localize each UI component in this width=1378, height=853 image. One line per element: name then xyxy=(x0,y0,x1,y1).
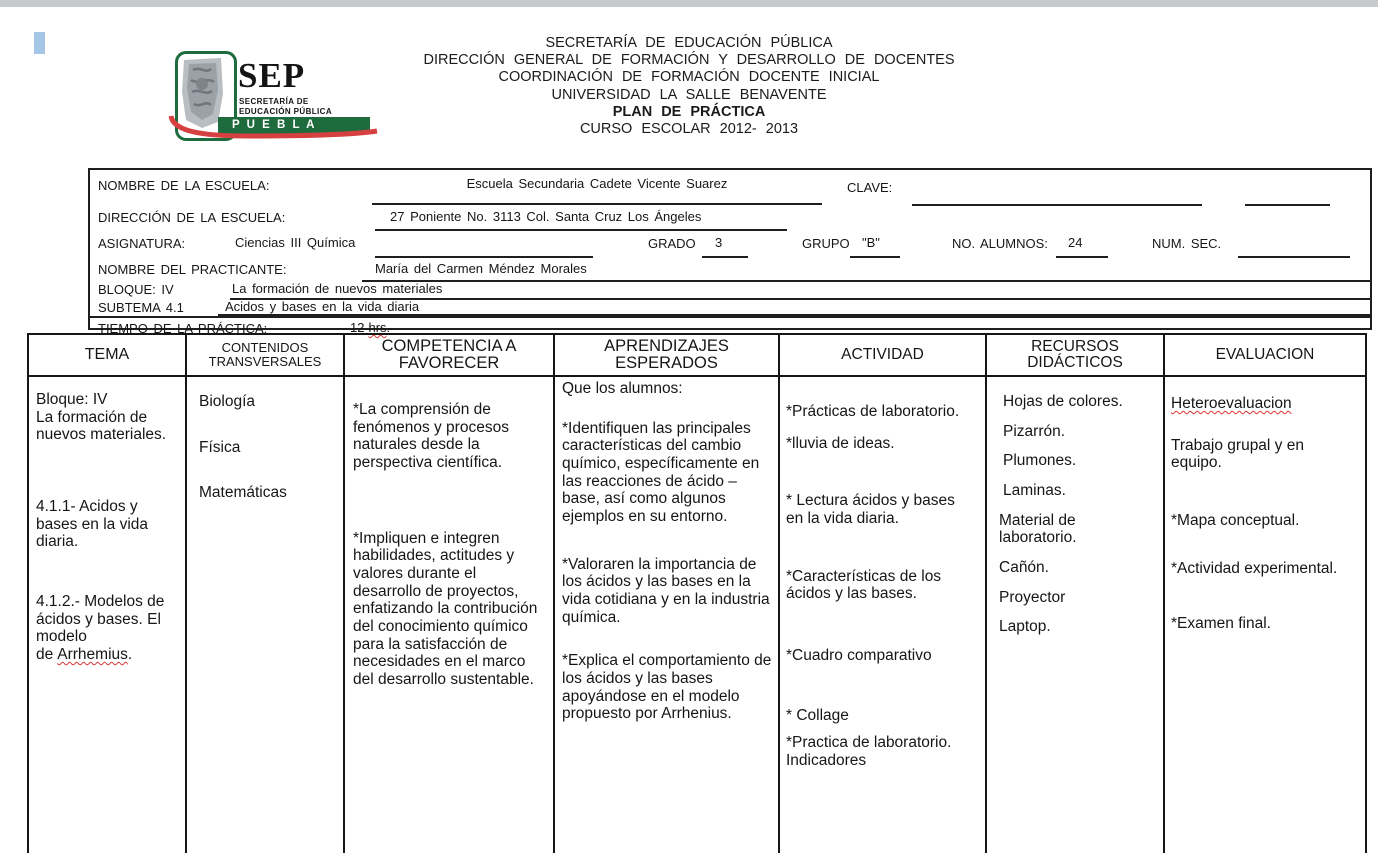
students-value: 24 xyxy=(1068,235,1083,250)
evaluacion-item: *Actividad experimental. xyxy=(1171,559,1338,577)
school-address-label: DIRECCIÓN DE LA ESCUELA: xyxy=(98,210,286,225)
field-underline xyxy=(1238,256,1350,258)
cell-tema xyxy=(28,376,186,853)
numsec-label: NUM. SEC. xyxy=(1152,236,1222,251)
recurso-item: Cañón. xyxy=(999,558,1049,576)
aprendizaje-item: *Identifiquen las principales características del cambio químico, específicamente en las reacciones de ácido – base, así como algunos ejemplos en su entorno. xyxy=(562,419,760,525)
header-line-1: SECRETARÍA DE EDUCACIÓN PÚBLICA xyxy=(545,35,833,51)
sep-subtitle-2: EDUCACIÓN PÚBLICA xyxy=(239,107,333,116)
actividad-item: *lluvia de ideas. xyxy=(786,434,895,452)
recurso-item: Material de laboratorio. xyxy=(999,511,1077,547)
group-value: "B" xyxy=(862,235,880,250)
field-underline xyxy=(1056,256,1108,258)
cell-contenidos xyxy=(186,376,344,853)
slide-top-edge xyxy=(0,0,1378,7)
sep-wordmark: SEP xyxy=(238,56,306,95)
clave-label: CLAVE: xyxy=(847,180,893,195)
actividad-item: Indicadores xyxy=(786,751,867,769)
col-header-actividad: ACTIVIDAD xyxy=(779,334,986,376)
misspelled-word: Arrhemius xyxy=(57,645,128,663)
recurso-item: Proyector xyxy=(999,588,1066,606)
contenido-item: Biología xyxy=(199,393,256,410)
practice-time-value: 12 hrs. xyxy=(350,320,391,335)
header-line-4: UNIVERSIDAD LA SALLE BENAVENTE xyxy=(551,86,827,103)
recurso-item: Hojas de colores. xyxy=(1003,393,1123,410)
field-underline xyxy=(850,256,900,258)
evaluacion-item: *Examen final. xyxy=(1171,615,1271,633)
header-line-3: COORDINACIÓN DE FORMACIÓN DOCENTE INICIAL xyxy=(498,69,880,86)
document-title: PLAN DE PRÁCTICA xyxy=(612,103,766,120)
document-header xyxy=(0,35,1378,138)
cell-evaluacion xyxy=(1164,376,1366,853)
cell-actividad xyxy=(779,376,986,853)
evaluacion-item: Trabajo grupal y en equipo. xyxy=(1171,436,1304,472)
col-header-contenidos: CONTENIDOS TRANSVERSALES xyxy=(186,334,344,376)
actividad-item: *Cuadro comparativo xyxy=(786,646,932,664)
competencia-item: *La comprensión de fenómenos y procesos naturales desde la perspectiva científica. xyxy=(353,401,509,471)
misspelled-word: hrs xyxy=(368,320,387,335)
form-divider xyxy=(90,316,1370,318)
cell-competencia xyxy=(344,376,554,853)
col-header-recursos: RECURSOS DIDÁCTICOS xyxy=(986,334,1164,376)
recurso-item: Laminas. xyxy=(1003,481,1066,499)
tema-item: 4.1.2.- Modelos de ácidos y bases. El modelo de Arrhemius. xyxy=(36,592,165,663)
header-line-2: DIRECCIÓN GENERAL DE FORMACIÓN Y DESARROLLO DE DOCENTES xyxy=(423,52,955,69)
field-underline xyxy=(372,203,822,205)
practicant-value: María del Carmen Méndez Morales xyxy=(375,261,587,276)
practice-time-label: TIEMPO DE LA PRÁCTICA: xyxy=(98,321,268,336)
group-label: GRUPO xyxy=(802,236,850,251)
grade-value: 3 xyxy=(715,235,723,250)
bloque-label: BLOQUE: IV xyxy=(98,282,174,297)
table-body-row xyxy=(28,376,1366,853)
col-header-competencia: COMPETENCIA A FAVORECER xyxy=(344,334,554,376)
table-header-row xyxy=(28,334,1366,376)
actividad-item: *Prácticas de laboratorio. xyxy=(786,403,960,420)
aprendizaje-item: *Explica el comportamiento de los ácidos y las bases apoyándose en el modelo propuesto por Arrhenius. xyxy=(562,652,772,723)
field-underline xyxy=(1245,204,1330,206)
subject-label: ASIGNATURA: xyxy=(98,236,186,251)
actividad-item: *Practica de laboratorio. xyxy=(786,734,952,752)
tema-line: La formación de nuevos materiales. xyxy=(36,408,167,444)
subtema-label: SUBTEMA 4.1 xyxy=(98,300,184,315)
field-underline xyxy=(362,280,1370,282)
tema-item: 4.1.1- Acidos y bases en la vida diaria. xyxy=(36,497,149,551)
sep-subtitle-1: SECRETARÍA DE xyxy=(239,97,309,106)
aprendizaje-intro: Que los alumnos: xyxy=(562,380,683,397)
grade-label: GRADO xyxy=(648,236,696,251)
field-underline xyxy=(702,256,748,258)
evaluacion-item: *Mapa conceptual. xyxy=(1171,511,1300,529)
school-name-value: Escuela Secundaria Cadete Vicente Suarez xyxy=(466,176,728,191)
recurso-item: Pizarrón. xyxy=(1003,422,1066,440)
aprendizaje-item: *Valoraren la importancia de los ácidos y las bases en la vida cotidiana y en la industria química. xyxy=(562,555,770,626)
recurso-item: Plumones. xyxy=(1003,452,1077,470)
school-name-label: NOMBRE DE LA ESCUELA: xyxy=(98,178,270,193)
field-underline xyxy=(375,229,787,231)
subject-value: Ciencias III Química xyxy=(235,235,356,250)
contenido-item: Matemáticas xyxy=(199,484,287,502)
actividad-item: *Características de los ácidos y las bases. xyxy=(786,567,942,603)
field-underline xyxy=(912,204,1202,206)
school-address-value: 27 Poniente No. 3113 Col. Santa Cruz Los Ángeles xyxy=(390,209,702,224)
actividad-item: * Lectura ácidos y bases en la vida diaria. xyxy=(786,492,955,527)
recurso-item: Laptop. xyxy=(999,618,1051,636)
col-header-evaluacion: EVALUACION xyxy=(1164,334,1366,376)
tema-line: Bloque: IV xyxy=(36,391,108,408)
school-year: CURSO ESCOLAR 2012- 2013 xyxy=(579,121,799,138)
contenido-item: Física xyxy=(199,438,241,456)
col-header-aprendizajes: APRENDIZAJES ESPERADOS xyxy=(554,334,779,376)
competencia-item: *Impliquen e integren habilidades, actitudes y valores durante el desarrollo de proyectos, enfatizando la contribución del conocimiento químico para la satisfacción de necesidades en el marco del desarrollo sustentable. xyxy=(353,529,538,688)
cell-recursos xyxy=(986,376,1164,853)
field-underline xyxy=(375,256,593,258)
students-label: NO. ALUMNOS: xyxy=(952,236,1048,251)
col-header-tema: TEMA xyxy=(28,334,186,376)
puebla-banner: P U E B L A xyxy=(218,117,370,134)
bloque-value: La formación de nuevos materiales xyxy=(232,281,443,296)
lesson-plan-table xyxy=(27,333,1367,853)
cell-aprendizajes xyxy=(554,376,779,853)
actividad-item: * Collage xyxy=(786,706,849,724)
subtema-value: Acidos y bases en la vida diaria xyxy=(225,299,420,314)
practicant-label: NOMBRE DEL PRACTICANTE: xyxy=(98,262,287,277)
school-info-form xyxy=(88,168,1372,336)
misspelled-word: Heteroevaluacion xyxy=(1171,395,1292,412)
